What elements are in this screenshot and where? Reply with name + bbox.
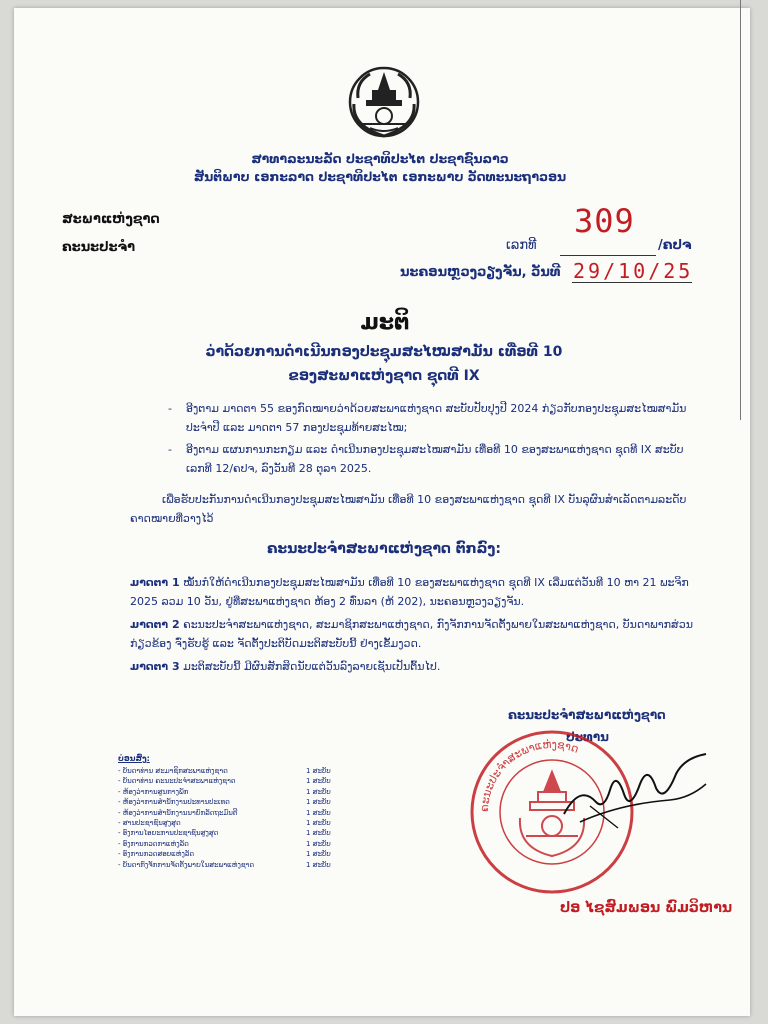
distribution-list bbox=[118, 754, 358, 871]
distribution-qty: 1 ສະບັບ bbox=[306, 787, 331, 796]
subtitle-line-1: ວ່າດ້ວຍການດຳເນີນກອງປະຊຸມສະໄໝສາມັນ ເທື່ອທີ 10 bbox=[205, 344, 563, 360]
article-item bbox=[130, 615, 712, 653]
distribution-item bbox=[118, 798, 358, 808]
articles-list bbox=[130, 573, 712, 680]
distribution-qty: 1 ສະບັບ bbox=[306, 818, 331, 827]
distribution-item bbox=[118, 767, 358, 777]
distribution-item bbox=[118, 861, 358, 871]
article-label: ມາດຕາ 3 bbox=[130, 660, 180, 673]
distribution-recipient: - ອົງການໄອຍະການປະຊາຊົນສູງສຸດ bbox=[118, 829, 219, 838]
republic-heading: ສາທາລະນະລັດ ປະຊາທິປະໄຕ ປະຊາຊົນລາວ bbox=[251, 151, 509, 166]
distribution-title: ບ່ອນສົ່ງ: bbox=[118, 754, 150, 763]
distribution-recipient: - ສານປະຊາຊົນສູງສຸດ bbox=[118, 818, 181, 827]
distribution-item bbox=[118, 840, 358, 850]
handwritten-signature bbox=[560, 744, 710, 844]
distribution-recipient: - ບັນດາກົງຈັກການຈັດຕັ້ງພາຍໃນສະພາແຫ່ງຊາດ bbox=[118, 860, 255, 869]
legal-references bbox=[168, 399, 708, 481]
document-number bbox=[506, 202, 706, 254]
distribution-recipient: - ຫ້ອງວ່າການສຳນັກງານນາຍົກລັດຖະມົນຕີ bbox=[118, 808, 238, 817]
distribution-item bbox=[118, 788, 358, 798]
distribution-qty: 1 ສະບັບ bbox=[306, 767, 331, 775]
issuer-line-1: ສະພາແຫ່ງຊາດ bbox=[62, 212, 160, 227]
signer-name: ປອ ໄຊສົມພອນ ພົມວິຫານ bbox=[560, 900, 733, 916]
reference-item: - ອີງຕາມ ມາດຕາ 55 ຂອງກົດໝາຍວ່າດ້ວຍສະພາແຫ່ງຊາດ ສະບັບປັບປຸງປີ 2024 ກ່ຽວກັບກອງປະຊຸມສະໄໝສາມັນປະຈຳປີ ແລະ ມາດຕາ 57 ກອງປະຊຸມທ້າຍສະໄໝ; bbox=[168, 402, 687, 434]
distribution-recipient: - ອົງການກວດສອບແຫ່ງລັດ bbox=[118, 850, 195, 859]
document-number-underline bbox=[560, 255, 656, 256]
date-underline bbox=[572, 282, 692, 283]
reference-text: ອີງຕາມ ແຜນການກະກຽມ ແລະ ດຳເນີນກອງປະຊຸມສະໄໝສາມັນ ເທື່ອທີ 10 ຂອງສະພາແຫ່ງຊາດ ຊຸດທີ IX ສະບັບເລກທີ 12/ຄປຈ, ລົງວັນທີ 28 ຕຸລາ 2025. bbox=[186, 443, 684, 475]
place-and-date bbox=[400, 259, 730, 284]
page-edge-divider bbox=[740, 0, 741, 420]
distribution-recipient: - ຫ້ອງວ່າການສູນກາງພັກ bbox=[118, 787, 189, 796]
distribution-recipient: - ບັນດາທ່ານ ຄະນະປະຈຳສະພາແຫ່ງຊາດ bbox=[118, 777, 236, 786]
distribution-item bbox=[118, 850, 358, 860]
article-label: ມາດຕາ 1 bbox=[130, 576, 180, 589]
distribution-qty: 1 ສະບັບ bbox=[306, 798, 331, 807]
document-number-label: ເລກທີ bbox=[506, 238, 537, 253]
article-text: ໝັ້ນກໍໃຫ້ດຳເນີນກອງປະຊຸມສະໄໝສາມັນ ເທື່ອທີ 10 ຂອງສະພາແຫ່ງຊາດ ຊຸດທີ IX ເລີ່ມແຕ່ວັນທີ 10 ຫາ 21 ພະຈິກ 2025 ລວມ 10 ວັນ, ຢູ່ທີ່ສະພາແຫ່ງຊາດ ຫ້ອງ 2 ທົ່ນລາ (ຫ້ 202), ນະຄອນຫຼວງວຽງຈັນ. bbox=[130, 576, 689, 608]
document-number-value: 309 bbox=[574, 202, 635, 240]
distribution-qty: 1 ສະບັບ bbox=[306, 860, 331, 869]
document-number-suffix: /ຄປຈ bbox=[658, 238, 692, 253]
distribution-qty: 1 ສະບັບ bbox=[306, 808, 331, 817]
distribution-qty: 1 ສະບັບ bbox=[306, 850, 331, 859]
distribution-item bbox=[118, 819, 358, 829]
subtitle-line-2: ຂອງສະພາແຫ່ງຊາດ ຊຸດທີ IX bbox=[288, 368, 480, 384]
distribution-qty: 1 ສະບັບ bbox=[306, 829, 331, 838]
national-emblem-icon bbox=[344, 64, 424, 140]
motto-heading: ສັນຕິພາບ ເອກະລາດ ປະຊາທິປະໄຕ ເອກະພາບ ວັດທະນະຖາວອນ bbox=[193, 169, 567, 184]
seal-ring-text: ຄະນະປະຈຳສະພາແຫ່ງຊາດ bbox=[477, 737, 581, 813]
reference-text: ອີງຕາມ ມາດຕາ 55 ຂອງກົດໝາຍວ່າດ້ວຍສະພາແຫ່ງຊາດ ສະບັບປັບປຸງປີ 2024 ກ່ຽວກັບກອງປະຊຸມສະໄໝສາມັນປະຈຳປີ ແລະ ມາດຕາ 57 ກອງປະຊຸມທ້າຍສະໄໝ; bbox=[186, 402, 687, 434]
distribution-item bbox=[118, 777, 358, 787]
document-title: ມະຕິ bbox=[360, 310, 410, 335]
distribution-recipient: - ບັນດາທ່ານ ສະມາຊິກສະພາແຫ່ງຊາດ bbox=[118, 767, 228, 775]
article-text: ຄະນະປະຈຳສະພາແຫ່ງຊາດ, ສະມາຊິກສະພາແຫ່ງຊາດ, ກົງຈັກການຈັດຕັ້ງພາຍໃນສະພາແຫ່ງຊາດ, ບັນດາພາກສ່ວນກ່ຽວຂ້ອງ ຈົ່ງຮັບຮູ້ ແລະ ຈັດຕັ້ງປະຕິບັດມະຕິສະບັບນີ້ ຢ່າງເຂັ້ມງວດ. bbox=[130, 618, 693, 650]
issuer-line-2: ຄະນະປະຈຳ bbox=[62, 240, 136, 255]
signatory-organization: ຄະນະປະຈຳສະພາແຫ່ງຊາດ bbox=[508, 708, 666, 722]
purpose-paragraph: ເພື່ອຮັບປະກັນການດຳເນີນກອງປະຊຸມສະໄໝສາມັນ ເທື່ອທີ 10 ຂອງສະພາແຫ່ງຊາດ ຊຸດທີ IX ບັນລຸຜົນສຳເລັດຕາມລະດັບຄາດໝາຍທີ່ວາງໄວ້ bbox=[130, 493, 687, 525]
article-text: ມະຕິສະບັບນີ້ ມີຜົນສັກສິດນັບແຕ່ວັນລົງລາຍເຊັນເປັນຕົ້ນໄປ. bbox=[183, 660, 441, 673]
distribution-item bbox=[118, 809, 358, 819]
distribution-qty: 1 ສະບັບ bbox=[306, 839, 331, 848]
article-label: ມາດຕາ 2 bbox=[130, 618, 180, 631]
article-item bbox=[130, 657, 712, 676]
document-date: 29/10/25 bbox=[573, 259, 694, 283]
reference-item: - ອີງຕາມ ແຜນການກະກຽມ ແລະ ດຳເນີນກອງປະຊຸມສະໄໝສາມັນ ເທື່ອທີ 10 ຂອງສະພາແຫ່ງຊາດ ຊຸດທີ IX ສະບັບເລກທີ 12/ຄປຈ, ລົງວັນທີ 28 ຕຸລາ 2025. bbox=[168, 443, 684, 475]
distribution-recipient: - ຫ້ອງວ່າການສຳນັກງານປະທານປະເທດ bbox=[118, 798, 230, 807]
resolves-heading: ຄະນະປະຈຳສະພາແຫ່ງຊາດ ຕົກລົງ: bbox=[267, 541, 501, 557]
signatory-role: ປະທານ bbox=[566, 730, 609, 744]
distribution-qty: 1 ສະບັບ bbox=[306, 777, 331, 786]
distribution-item bbox=[118, 829, 358, 839]
distribution-recipient: - ອົງການກວດກາແຫ່ງລັດ bbox=[118, 839, 189, 848]
place-date-label: ນະຄອນຫຼວງວຽງຈັນ, ວັນທີ bbox=[400, 265, 561, 280]
article-item bbox=[130, 573, 712, 611]
